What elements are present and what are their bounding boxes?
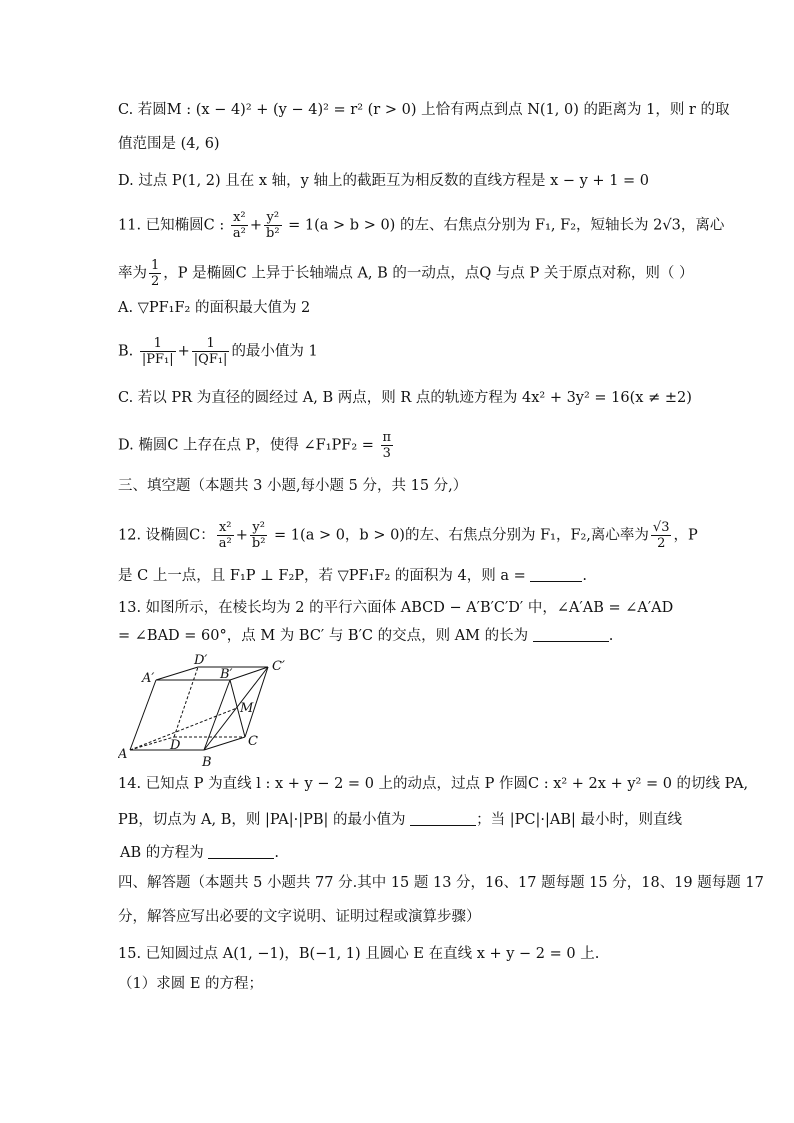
question-11-option-a: A. ▽PF₁F₂ 的面积最大值为 2 [118,300,311,316]
label-M: M [240,701,254,716]
question-11-option-c: C. 若以 PR 为直径的圆经过 A, B 两点，则 R 点的轨迹方程为 4x² + 3y² = 16(x ≠ ±2) [118,390,692,406]
section-3-heading: 三、填空题（本题共 3 小题,每小题 5 分，共 15 分,） [118,478,468,494]
question-12-line2: 是 C 上一点，且 F₁P ⊥ F₂P，若 ▽PF₁F₂ 的面积为 4，则 a = . [118,568,587,584]
question-15: 15. 已知圆过点 A(1, −1)，B(−1, 1) 且圆心 E 在直线 x + y − 2 = 0 上. [118,946,600,962]
label-D1: D′ [194,653,208,668]
fraction: $\frac{√3}{2}$ [652,520,670,551]
question-14-line2: PB，切点为 A, B，则 |PA|·|PB| 的最小值为 ；当 |PC|·|AB| 最小时，则直线 [118,812,683,828]
fraction: $\frac{\pi}{3}$ [382,430,392,461]
question-11-option-b: B. $\frac{1}{\text{|PF₁|}}$ + $\frac{1}{\text{|QF₁|}}$ 的最小值为 1 [118,336,318,367]
edge-B1C1 [230,667,268,680]
label-C: C [248,734,258,749]
question-12-line1: 12. 设椭圆C： $\frac{\text{x²}}{\text{a²}}$ + $\frac{\text{y²}}{\text{b²}}$ = 1(a > 0，b > 0)的左、右焦点分别为 F₁，F₂,离心率为 $\frac{√3}{2}$ ，P [118,520,698,551]
segment-AM [130,708,237,750]
section-4-heading-line1: 四、解答题（本题共 5 小题共 77 分.其中 15 题 13 分，16、17 题每题 15 分，18、19 题每题 17 [118,875,764,891]
question-11-line2: 率为 $\frac{1}{2}$ ，P 是椭圆C 上异于长轴端点 A, B 的一动点，点Q 与点 P 关于原点对称，则（ ） [118,258,694,289]
label-D: D [170,738,181,753]
option-c-line2: 值范围是 (4, 6) [118,136,220,152]
answer-blank[interactable] [410,811,476,826]
edge-A1D1 [156,667,198,680]
label-B: B [202,755,212,770]
label-C1: C′ [272,659,285,674]
question-13-line1: 13. 如图所示，在棱长均为 2 的平行六面体 ABCD − A′B′C′D′ 中，∠A′AB = ∠A′AD [118,600,674,616]
option-c-line1: C. 若圆M : (x − 4)² + (y − 4)² = r² (r > 0) 上恰有两点到点 N(1, 0) 的距离为 1，则 r 的取 [118,102,730,118]
fraction: $\frac{\text{y²}}{\text{b²}}$ [266,210,280,241]
answer-blank[interactable] [533,627,609,642]
section-4-heading-line2: 分，解答应写出必要的文字说明、证明过程或演算步骤） [118,909,481,925]
fraction: $\frac{\text{y²}}{\text{b²}}$ [251,520,266,551]
label-A: A [118,747,128,762]
fraction: $\frac{1}{\text{|PF₁|}}$ [141,336,174,367]
edge-BC [204,737,245,750]
question-14-line1: 14. 已知点 P 为直线 l : x + y − 2 = 0 上的动点，过点 P 作圆C : x² + 2x + y² = 0 的切线 PA, [118,776,749,792]
question-14-line3: AB 的方程为 . [120,845,279,861]
question-11-option-d: D. 椭圆C 上存在点 P，使得 ∠F₁PF₂ = $\frac{\pi}{3}$ [118,430,392,461]
answer-blank[interactable] [530,567,582,582]
question-13-line2: = ∠BAD = 60°，点 M 为 BC′ 与 B′C 的交点，则 AM 的长为 . [118,628,614,644]
edge-BB1 [204,680,230,750]
fraction: $\frac{1}{\text{|QF₁|}}$ [193,336,228,367]
parallelepiped-figure [118,650,298,770]
label-A1: A′ [142,671,155,686]
diagonal-BC1 [204,667,268,750]
edge-AD [130,737,174,750]
fraction: $\frac{\text{x²}}{\text{a²}}$ [218,520,232,551]
fraction: $\frac{1}{2}$ [151,258,160,289]
edge-DD1 [174,667,198,737]
question-11-line1: 11. 已知椭圆C : $\frac{\text{x²}}{\text{a²}}$ + $\frac{\text{y²}}{\text{b²}}$ = 1(a > b > 0) 的左、右焦点分别为 F₁, F₂，短轴长为 2√3，离心 [118,210,725,241]
answer-blank[interactable] [208,844,274,859]
fraction: $\frac{\text{x²}}{\text{a²}}$ [232,210,246,241]
question-15-part-1: （1）求圆 E 的方程； [118,976,264,992]
edge-AA1 [130,680,156,750]
option-d: D. 过点 P(1, 2) 且在 x 轴，y 轴上的截距互为相反数的直线方程是 x − y + 1 = 0 [118,173,650,189]
label-B1: B′ [220,667,233,682]
